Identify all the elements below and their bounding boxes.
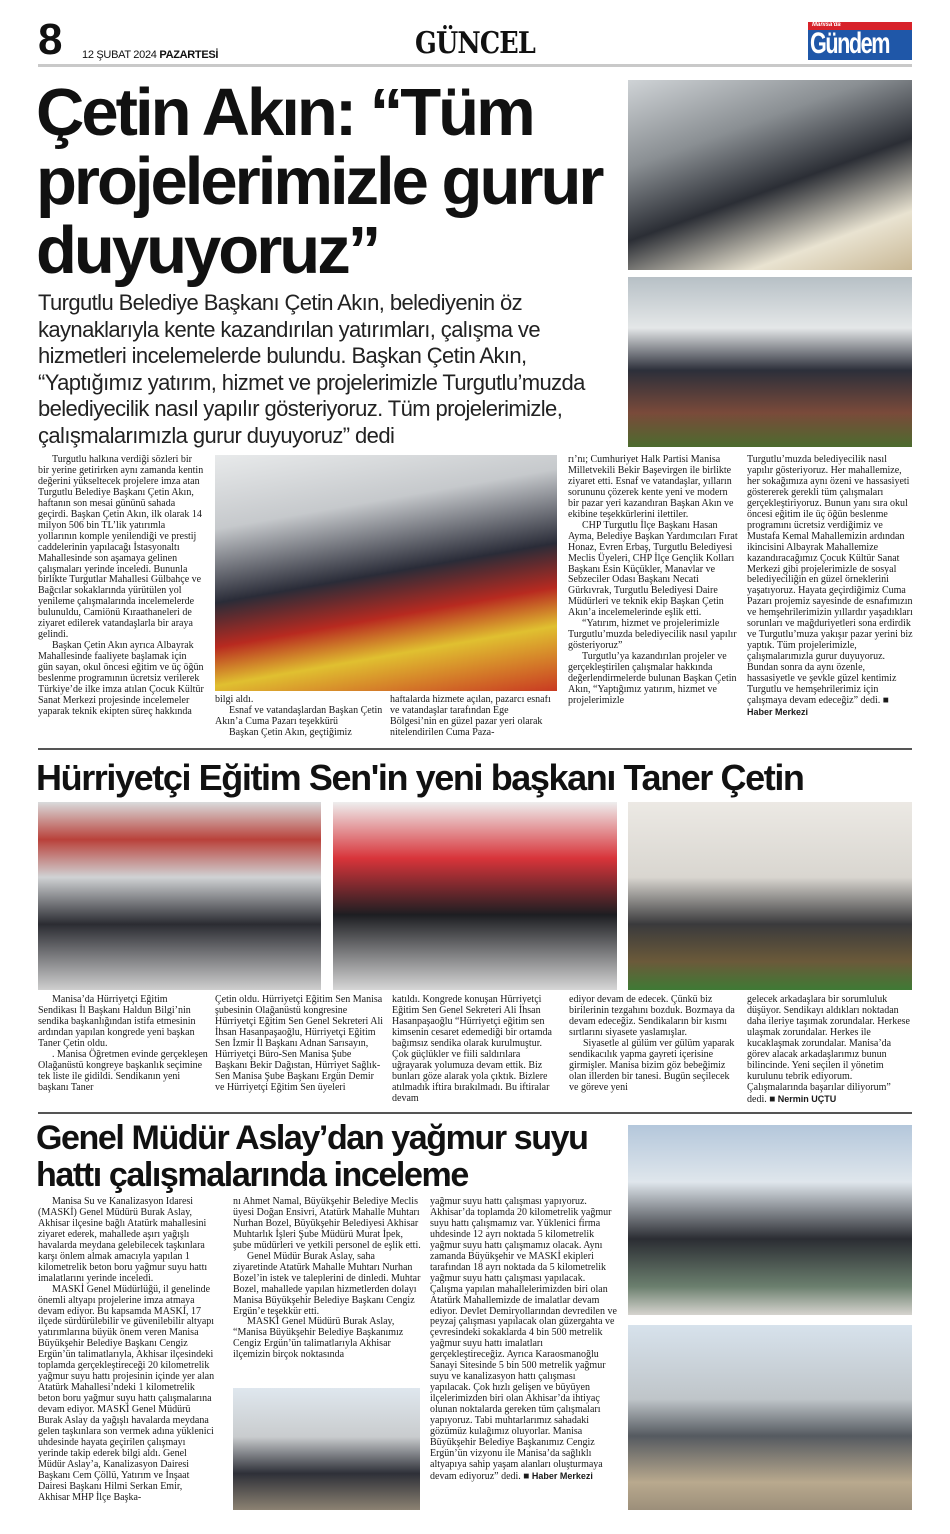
byline: Haber Merkezi	[747, 706, 809, 717]
byline: Haber Merkezi	[531, 1470, 593, 1481]
paragraph	[430, 1197, 617, 1483]
article3-headline: Genel Müdür Aslay’dan yağmur suyu hattı çalışmalarında inceleme	[36, 1119, 588, 1194]
byline: Nermin UÇTU	[777, 1093, 837, 1104]
weekday-text: PAZARTESİ	[159, 49, 219, 61]
paragraph: katıldı. Kongrede konuşan Hürriyetçi Eğitim Sen Genel Sekreteri Ali İhsan Hasanpaşaoğlu “Hürriyetçi eğitim sen kimsenin cesaret edemediği bir ortamda bağımsız sendika olarak kurulmuştur. Çok güçlükler ve fiili saldırılara uğrayarak yolumuza devam ettik. Biz bunları göze alarak yola çıktık. Bizlere atılmadık iftira bırakılmadı. Bu iftiralar devam	[392, 995, 552, 1104]
paragraph: Siyasetle al gülüm ver gülüm yaparak sendikacılık yapma gayreti içerisine girmişler. Manisa bizim göz bebeğimiz olan illerden bir tanesi. Bugün seçilecek ve göreve yeni	[569, 1037, 735, 1093]
divider	[38, 748, 912, 750]
article2-column-2	[215, 995, 385, 1107]
article2-headline: Hürriyetçi Eğitim Sen'in yeni başkanı Taner Çetin	[36, 757, 804, 798]
paragraph: Turgutlu’ya kazandırılan projeler ve gerçekleştirilen çalışmalar hakkında değerlendirmelerde bulunan Başkan Çetin Akın, “Yaptığımız yatırım, hizmet ve projelerimizle	[568, 651, 737, 706]
date-text: 12 ŞUBAT 2024	[82, 49, 157, 61]
article3-photo-plans	[628, 1125, 912, 1315]
article1-column-2	[215, 695, 383, 745]
divider	[38, 1112, 912, 1114]
article2-column-4	[569, 995, 737, 1107]
paragraph: MASKİ Genel Müdürü Burak Aslay, “Manisa Büyükşehir Belediye Başkanımız Cengiz Ergün’ün talimatlarıyla Akhisar ilçemizin birçok noktasında	[233, 1316, 404, 1361]
article2-photo-panel	[628, 802, 912, 990]
subheading: “Yatırım, hizmet ve projelerimizle Turgutlu’muzda belediyecilik nasıl yapılır gösteriyoruz”	[568, 618, 737, 652]
paragraph: Genel Müdür Burak Aslay, saha ziyaretinde Atatürk Mahalle Muhtarı Nurhan Bozel’in istek ve taleplerini de dinledi. Muhtar Bozel, mahallede yapılan hizmetlerden dolayı Manisa Büyükşehir Belediye Başkanı Cengiz Ergün’e teşekkür etti.	[233, 1250, 421, 1317]
article3-column-3	[430, 1197, 617, 1509]
logo-small-text: Manisa'da	[812, 22, 841, 28]
paragraph: Manisa’da Hürriyetçi Eğitim Sendikası İl Başkanı Haldun Bilgi’nin sendika başkanlığından istifa etmesinin ardından yapılan kongrede yeni başkan Taner Çetin oldu.	[38, 995, 196, 1049]
paragraph: Başkan Çetin Akın ayrıca Albayrak Mahallesinde faaliyete başlamak için gün sayan, okul öncesi eğitim ve üç öğün beslenme programının ücretsiz verilerek Türkiye’de ilke imza atılan Çocuk Kültür Sanat Merkezi projesinde incelemeler yaparak teknik ekipten süreç hakkında	[38, 640, 204, 717]
article2-photo-group	[38, 802, 321, 990]
header-rule	[38, 64, 912, 67]
paragraph: . Manisa Öğretmen evinde gerçekleşen Olağanüstü kongreye başkanlık seçimine tek liste ile gidildi. Sendikanın yeni başkanı Taner	[38, 1048, 208, 1093]
page-number: 8	[38, 15, 63, 64]
paragraph: Manisa Su ve Kanalizasyon İdaresi (MASKİ) Genel Müdürü Burak Aslay, Akhisar ilçesine bağlı Atatürk mahallesini ziyaret ederek, mahallede aşırı yağışlı havalarda meydana gelebilecek taşkınlara karşı önlem almak amacıyla yapılan 1 kilometrelik beton boru yağmur suyu hattı imalatlarını yerinde inceledi.	[38, 1197, 208, 1284]
paragraph: Başkan Çetin Akın, geçtiğimiz	[229, 726, 352, 738]
paragraph: ediyor devam de edecek. Çünkü biz birilerinin tezgahını bozduk. Bozmaya da devam edeceğiz. Sendikaların bir kısmı sırtlarını siyasete yaslamışlar.	[569, 995, 735, 1038]
article1-deck: Turgutlu Belediye Başkanı Çetin Akın, belediyenin öz kaynaklarıyla kente kazandırılan yatırımları, çalışma ve hizmetleri incelemelerde bulundu. Başkan Çetin Akın, “Yaptığımız yatırım, hizmet ve projelerimizle Turgutlu’muzda belediyecilik nasıl yapılır gösteriyoruz. Tüm projelerimizle, çalışmalarımızla gurur duyuyoruz” dedi	[38, 290, 585, 448]
article1-column-4	[568, 455, 738, 745]
paragraph-text: yağmur suyu hattı çalışması yapıyoruz. Akhisar’da toplamda 20 kilometrelik yağmur suyu hattı çalışmamız var. Yüklenici firma uhdesinde 12 ayrı noktada 5 kilometrelik yağmur suyu hattı çalışmamız olacak. Aynı zamanda Büyükşehir ve MASKİ ekipleri tarafından 18 ayrı noktada da 5 kilometrelik yağmur suyu hattı çalışması yapılacak. Çalışma yapılan mahallelerimizden biri olan Atatürk Mahallemizde de imalatlar devam ediyor. Devlet Demiryollarından devredilen ve peyzaj çalışması yapılacak olan güzergahta ve çevresindeki sokaklarda 4 bin 500 metrelik yağmur suyu hattı imalatları gerçekleştireceğiz. Ayrıca Karaosmanoğlu Sanayi Sitesinde 5 bin 500 metrelik yağmur suyu ve kanalizasyon hattı çalışması yapılacak. Çok hızlı gelişen ve büyüyen ilçelerimizden biri olan Akhisar’da ihtiyaç olunan noktalarda gereken tüm çalışmaları yapıyoruz. Tabi muhtarlarımız sahadaki gözümüz kulağımız oluyorlar. Manisa Büyükşehir Belediye Başkanımız Cengiz Ergün’ün vizyonu ile Manisa’da sağlıklı altyapıya sahip yaşam alanları oluşturmaya devam ediyoruz” dedi. ■	[430, 1197, 617, 1482]
paragraph	[747, 995, 913, 1106]
article1-column-3	[390, 695, 557, 745]
article3-column-2	[233, 1197, 421, 1385]
article3-photo-group	[233, 1388, 420, 1510]
article1-photo-handshake	[628, 277, 912, 447]
paragraph: Turgutlu’muzda belediyecilik nasıl yapılır gösteriyoruz. Her mahallemize, her sokağımıza aynı özeni ve hassasiyeti göstererek gerekli tüm çalışmaları gerçekleştiriyoruz. Bunun yanı sıra okul öncesi eğitim ile üç öğün beslenme programını ücretsiz verdiğimiz ve Mustafa Kemal Mahallemizin ardından ikincisini Albayrak Mahallemize kazandıracağımız Çocuk Kültür Sanat Merkezi gibi projelerimizle de sosyal belediyeciliğin en güzel örneklerini yaşatıyoruz. Hayata geçirdiğimiz Cuma Pazarı projemiz sayesinde de esnafımızın ve hemşehrilerimizin yıllardır yaşadıkları sorunları ve mağduriyetleri sona erdirdik ve Turgutlu’muza yakışır pazar yerini biz yaptık. Tüm projelerimizle, çalışmalarımızla gurur duyuyoruz. Bundan sonra da aynı özenle, hassasiyetle ve şevkle güzel kentimiz Turgutlu ve hemşehrilerimiz için çalışmaya devam edeceğiz” dedi. ■	[747, 455, 913, 706]
article2-column-1	[38, 995, 208, 1107]
paragraph: MASKİ Genel Müdürlüğü, il genelinde önemli altyapı projelerine imza atmaya devam ediyor. Bu kapsamda MASKİ, 17 ilçede sürdürülebilir ve güvenilebilir altyapı yatırımlarına büyük önem veren Manisa Büyükşehir Belediye Başkanı Cengiz Ergün’ün talimatlarıyla, Akhisar ilçesindeki toplamda gerçekleştireceği 20 kilometrelik yağmur suyu hattı projesinin içinde yer alan Atatürk Mahallesi’ndeki 1 kilometrelik beton boru yağmur suyu hattı çalışmalarına devam ediyor. MASKİ Genel Müdürü Burak Aslay da yağışlı havalarda meydana gelen taşkınlara son vermek adına yüklenici uhdesinde hayata geçirilen çalışmayı yerinde takip ederek bilgi aldı. Genel Müdür Aslay’a, Kanalizasyon Dairesi Başkanı Cem Çöllü, Yatırım ve İnşaat Dairesi Başkanı Hilmi Serkan Emir, Akhisar MHP İlçe Başka-	[38, 1283, 215, 1503]
paragraph: CHP Turgutlu İlçe Başkanı Hasan Ayma, Belediye Başkan Yardımcıları Fırat Honaz, Evren Erbaş, Turgutlu Belediyesi Meclis Üyeleri, CHP İlçe Gençlik Kolları Başkanı Esin Küçükler, Manavlar ve Sebzeciler Odası Başkanı Necati Gürkıvrak, Turgutlu Belediyesi Daire Müdürleri ve teknik ekip Başkan Çetin Akın’a incelemelerinde eşlik etti.	[568, 519, 738, 619]
paragraph: Çetin oldu. Hürriyetçi Eğitim Sen Manisa şubesinin Olağanüstü kongresine Hürriyetçi Eğitim Sen Genel Sekreteri Ali İhsan Hasanpaşaoğlu, Hürriyetçi Eğitim Sen İzmir İl Başkanı Adnan Sarısayın, Hürriyetçi Büro-Sen Manisa Şube Başkanı Bekir Dağıstan, Hürriyet Sağlık-Sen Manisa Şube Başkanı Ergün Demir ve Hürriyetçi Eğitim Sen üyeleri	[215, 995, 384, 1093]
paragraph: haftalarda hizmete açılan, pazarcı esnafı ve vatandaşlar tarafından Ege Bölgesi’nin en güzel pazar yeri olarak nitelendirilen Cuma Paza-	[390, 695, 551, 738]
article1-headline: Çetin Akın: “Tüm projelerimizle gurur duyuyoruz”	[36, 75, 602, 288]
paragraph: bilgi aldı.	[215, 695, 254, 705]
article3-photo-site	[628, 1325, 912, 1510]
article1-photo-fruit-stand	[215, 455, 557, 691]
logo-main-text: Gündem	[810, 27, 889, 60]
article2-column-3	[392, 995, 560, 1107]
article2-column-5	[747, 995, 913, 1107]
subheading: Esnaf ve vatandaşlardan Başkan Çetin Akın’a Cuma Pazarı teşekkürü	[215, 704, 383, 727]
article1-column-1	[38, 455, 204, 745]
paragraph: rı’nı; Cumhuriyet Halk Partisi Manisa Milletvekili Bekir Başevirgen ile birlikte ziyaret etti. Esnaf ve vatandaşlar, yılların sorununu çözerek kente yeni ve modern bir pazar yeri kazandıran Başkan Akın ve ekibine teşekkürlerini ilettiler.	[568, 455, 734, 520]
newspaper-logo	[808, 22, 912, 60]
paragraph: nı Ahmet Namal, Büyükşehir Belediye Meclis üyesi Doğan Ensivri, Atatürk Mahalle Muhtarı Nurhan Bozel, Büyükşehir Belediyesi Akhisar Muhtarlık İşleri Şube Müdürü Murat İpek, şube müdürleri ve yetkili personel de eşlik etti.	[233, 1197, 421, 1251]
section-title: GÜNCEL	[415, 26, 535, 61]
paragraph-text: gelecek arkadaşlara bir sorumluluk düşüyor. Sendikayı aldıkları noktadan daha ileriye taşımak zorundalar. Herkese ulaşmak zorundalar. Herkes ile kucaklaşmak zorundalar. Manisa’da görev alacak arkadaşlarımız bunun bilincinde. Yeni seçilen il yönetim kurulunu tebrik ediyorum. Çalışmalarında başarılar diliyorum” dedi. ■	[747, 995, 910, 1105]
article1-photo-market-visit	[628, 80, 912, 270]
paragraph: Turgutlu halkına verdiği sözleri bir bir yerine getirirken aynı zamanda kentin değerini yükseltecek projelere imza atan Turgutlu Belediye Başkanı Çetin Akın, haftanın son mesai gününü sahada geçirdi. Başkan Çetin Akın, ilk olarak 14 milyon 506 bin TL’lik yatırımla yollarının komple yenilendiği ve prestij caddelerinin yapılacağı İstasyonaltı Mahallesinde son aşamaya gelinen çalışmaları yerinde inceledi. Bununla birlikte Turgutlar Mahallesi Gülbahçe ve Bağcılar sokaklarında yürütülen yol yenileme çalışmalarında incelemelerde bulunuldu, Camiönü Kıraathaneleri de ziyaret edilerek vatandaşlarla bir araya gelindi.	[38, 455, 204, 641]
article3-column-1	[38, 1197, 215, 1509]
article2-photo-ballot	[333, 802, 617, 990]
article1-column-5	[747, 455, 913, 745]
